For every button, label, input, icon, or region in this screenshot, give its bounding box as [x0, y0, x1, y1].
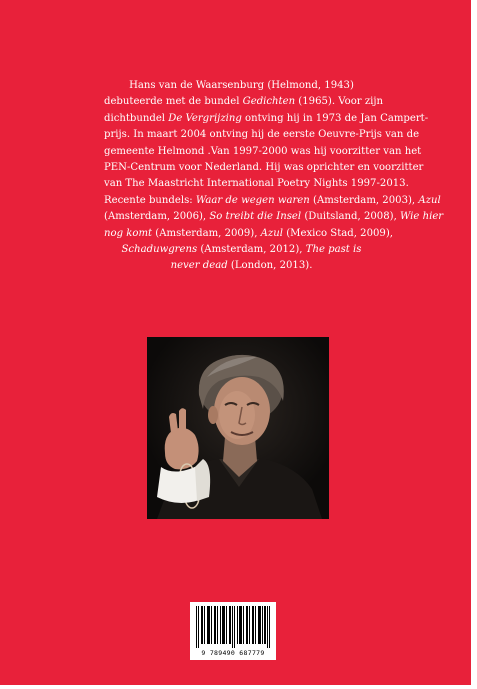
- author-portrait-illustration: [147, 337, 329, 519]
- author-photo: [147, 337, 329, 519]
- book-title: Azul: [260, 227, 283, 239]
- bio-line: [104, 127, 420, 143]
- bio-text: gemeente Helmond .Van 1997-2000 was hij voorzitter van het: [104, 145, 422, 157]
- book-title: Waar de wegen waren: [195, 194, 310, 206]
- bio-text: Hans van de Waarsenburg (Helmond, 1943): [129, 80, 354, 91]
- bio-line: [104, 176, 409, 192]
- bio-line: [104, 111, 429, 127]
- bio-text: (Mexico Stad, 2009),: [282, 227, 394, 239]
- book-title: never dead: [170, 260, 228, 272]
- bio-line: [104, 258, 379, 274]
- bio-text: prijs. In maart 2004 ontving hij de eerste Oeuvre-Prijs van de: [104, 129, 420, 141]
- book-title: So treibt die Insel: [209, 211, 302, 223]
- bio-text: (London, 2013).: [227, 260, 313, 272]
- bio-line: [104, 209, 444, 225]
- bio-line: [104, 193, 441, 209]
- bio-text: (Amsterdam, 2009),: [152, 227, 261, 239]
- barcode-icon: [194, 606, 272, 648]
- bio-text: dichtbundel: [104, 112, 169, 124]
- book-title: Schaduwgrens: [121, 244, 198, 256]
- bio-line: [104, 144, 422, 160]
- bio-line: [104, 242, 379, 258]
- bio-text: ontving hij in 1973 de Jan Campert-: [241, 112, 429, 124]
- book-title: The past is: [305, 244, 362, 256]
- bio-text: (Duitsland, 2008),: [301, 211, 400, 223]
- bio-text: debuteerde met de bundel: [104, 96, 243, 108]
- isbn-digits: 9 789490 687779: [201, 649, 265, 657]
- bio-line: [104, 94, 383, 110]
- book-title: Wie hier: [399, 211, 444, 223]
- book-title: Azul: [418, 194, 441, 206]
- book-title: nog komt: [104, 227, 153, 239]
- book-title: Gedichten: [242, 96, 296, 108]
- bio-line: [104, 78, 379, 94]
- bio-line: [104, 160, 424, 176]
- bio-text: (Amsterdam, 2006),: [104, 211, 210, 223]
- bio-text: PEN-Centrum voor Nederland. Hij was oprichter en voorzitter: [104, 162, 424, 174]
- author-biography: [104, 78, 444, 275]
- isbn-barcode: [190, 602, 276, 660]
- bio-text: (Amsterdam, 2003),: [309, 194, 419, 206]
- bio-line: [104, 226, 394, 242]
- bio-text: (Amsterdam, 2012),: [197, 244, 306, 256]
- bio-text: Recente bundels:: [104, 194, 196, 206]
- bio-text: van The Maastricht International Poetry Nights 1997-2013.: [104, 178, 409, 190]
- bio-text: (1965). Voor zijn: [295, 96, 383, 108]
- book-title: De Vergrijzing: [168, 112, 242, 124]
